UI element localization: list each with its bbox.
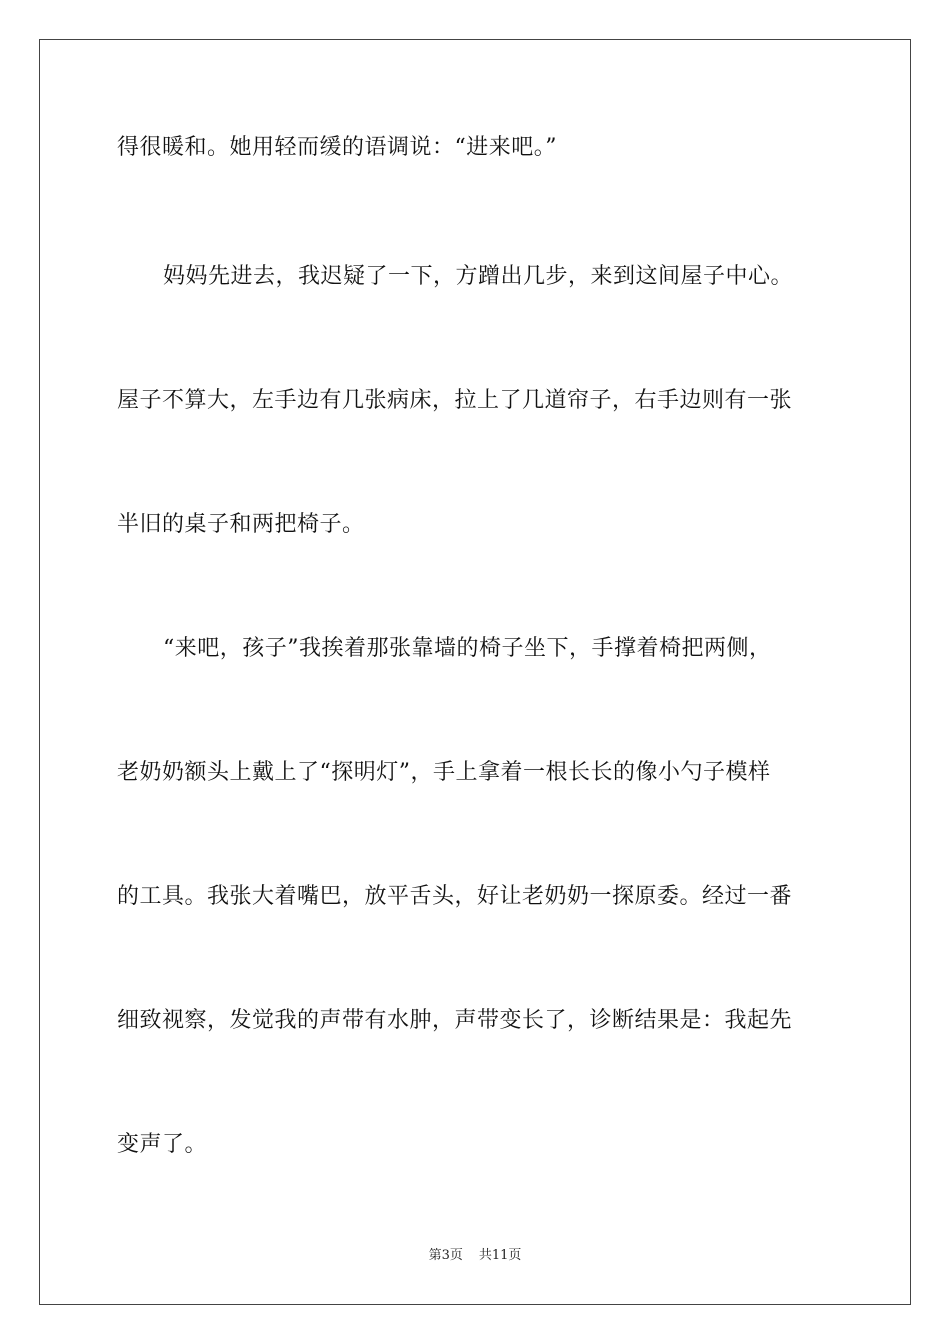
text-line: 半旧的桌子和两把椅子。 bbox=[117, 512, 365, 537]
text-line: 细致视察，发觉我的声带有水肿，声带变长了，诊断结果是：我起先 bbox=[117, 1008, 793, 1033]
page-total: 共11页 bbox=[478, 1248, 522, 1263]
text-line: 的工具。我张大着嘴巴，放平舌头，好让老奶奶一探原委。经过一番 bbox=[117, 884, 793, 909]
page-number: 第3页 bbox=[428, 1248, 463, 1263]
page-footer bbox=[0, 1247, 950, 1265]
text-line: 变声了。 bbox=[117, 1132, 208, 1157]
text-line: 老奶奶额头上戴上了“探明灯”，手上拿着一根长长的像小勺子模样 bbox=[117, 760, 771, 785]
text-line: 得很暖和。她用轻而缓的语调说：“进来吧。” bbox=[117, 135, 557, 160]
page-border bbox=[39, 39, 911, 1305]
text-line: 妈妈先进去，我迟疑了一下，方蹭出几步，来到这间屋子中心。 bbox=[163, 264, 794, 289]
text-line: “来吧，孩子”我挨着那张靠墙的椅子坐下，手撑着椅把两侧， bbox=[163, 636, 772, 661]
text-line: 屋子不算大，左手边有几张病床，拉上了几道帘子，右手边则有一张 bbox=[117, 388, 793, 413]
